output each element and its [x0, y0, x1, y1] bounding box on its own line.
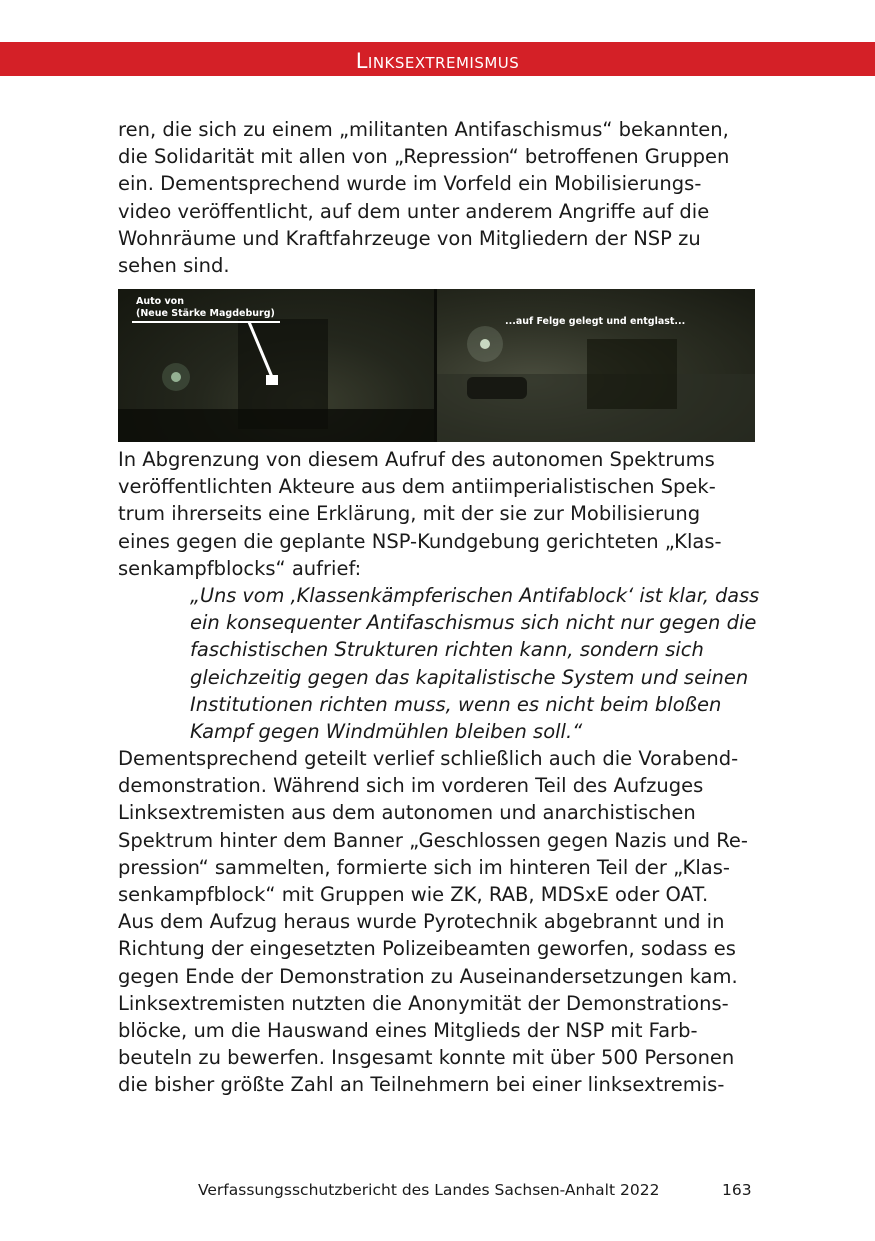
paragraph-3 [118, 745, 758, 1099]
photo-caption-left-1: Auto von [136, 296, 184, 307]
text-line: veröffentlichten Akteure aus dem antiimperialistischen Spek- [118, 475, 716, 499]
page-number: 163 [722, 1181, 752, 1199]
text-line: die bisher größte Zahl an Teilnehmern bei einer linksextremis- [118, 1073, 725, 1097]
quote-line: faschistischen Strukturen richten kann, sondern sich [190, 638, 704, 662]
photo-collage [118, 289, 755, 442]
text-line: ein. Dementsprechend wurde im Vorfeld ein Mobilisierungs- [118, 172, 702, 196]
text-line: ren, die sich zu einem „militanten Antifaschismus“ bekannten, [118, 118, 729, 141]
text-line: Linksextremisten nutzten die Anonymität der Demonstrations- [118, 991, 729, 1015]
text-line: Dementsprechend geteilt verlief schließlich auch die Vorabend- [118, 747, 739, 770]
paragraph-2 [118, 446, 758, 582]
text-line: demonstration. Während sich im vorderen Teil des Aufzuges [118, 774, 704, 798]
text-line: Aus dem Aufzug heraus wurde Pyrotechnik abgebrannt und in [118, 910, 725, 934]
photo-right-panel [437, 289, 755, 442]
chapter-title: Linksextremismus [355, 49, 520, 73]
text-line: Spektrum hinter dem Banner „Geschlossen gegen Nazis und Re- [118, 828, 748, 852]
footer-report-title: Verfassungsschutzbericht des Landes Sachsen-Anhalt 2022 [198, 1181, 660, 1199]
paragraph-1 [118, 116, 758, 279]
chapter-header-bar [0, 42, 875, 76]
text-line: Wohnräume und Kraftfahrzeuge von Mitgliedern der NSP zu [118, 226, 701, 250]
text-line: eines gegen die geplante NSP-Kundgebung gerichteten „Klas- [118, 529, 722, 553]
photo-caption-right: ...auf Felge gelegt und entglast... [505, 316, 686, 327]
quote-line: Kampf gegen Windmühlen bleiben soll.“ [190, 720, 583, 744]
text-line: blöcke, um die Hauswand eines Mitglieds der NSP mit Farb- [118, 1019, 698, 1043]
text-line: gegen Ende der Demonstration zu Auseinandersetzungen kam. [118, 964, 738, 988]
text-line: senkampfblock“ mit Gruppen wie ZK, RAB, MDSxE oder OAT. [118, 883, 709, 907]
text-line: In Abgrenzung von diesem Aufruf des autonomen Spektrums [118, 448, 715, 471]
photo-left-panel [118, 289, 434, 442]
text-line: beuteln zu bewerfen. Insgesamt konnte mit über 500 Personen [118, 1046, 735, 1070]
text-line: pression“ sammelten, formierte sich im hinteren Teil der „Klas- [118, 855, 730, 879]
quote-line: ein konsequenter Antifaschismus sich nicht nur gegen die [190, 611, 757, 635]
text-line: die Solidarität mit allen von „Repression“ betroffenen Gruppen [118, 145, 730, 169]
text-line: senkampfblocks“ aufrief: [118, 556, 362, 580]
text-line: sehen sind. [118, 254, 230, 278]
text-line: Richtung der eingesetzten Polizeibeamten geworfen, sodass es [118, 937, 736, 961]
text-line: trum ihrerseits eine Erklärung, mit der sie zur Mobilisierung [118, 502, 701, 526]
quote-line: Institutionen richten muss, wenn es nicht beim bloßen [190, 692, 722, 716]
quote-line: gleichzeitig gegen das kapitalistische System und seinen [190, 665, 749, 689]
photo-caption-left-2: (Neue Stärke Magdeburg) [136, 308, 275, 319]
text-line: Linksextremisten aus dem autonomen und anarchistischen [118, 801, 696, 825]
text-line: video veröffentlicht, auf dem unter anderem Angriffe auf die [118, 199, 710, 223]
quote-line: „Uns vom ‚Klassenkämpferischen Antifablock‘ ist klar, dass [190, 584, 760, 607]
block-quote [190, 582, 760, 745]
